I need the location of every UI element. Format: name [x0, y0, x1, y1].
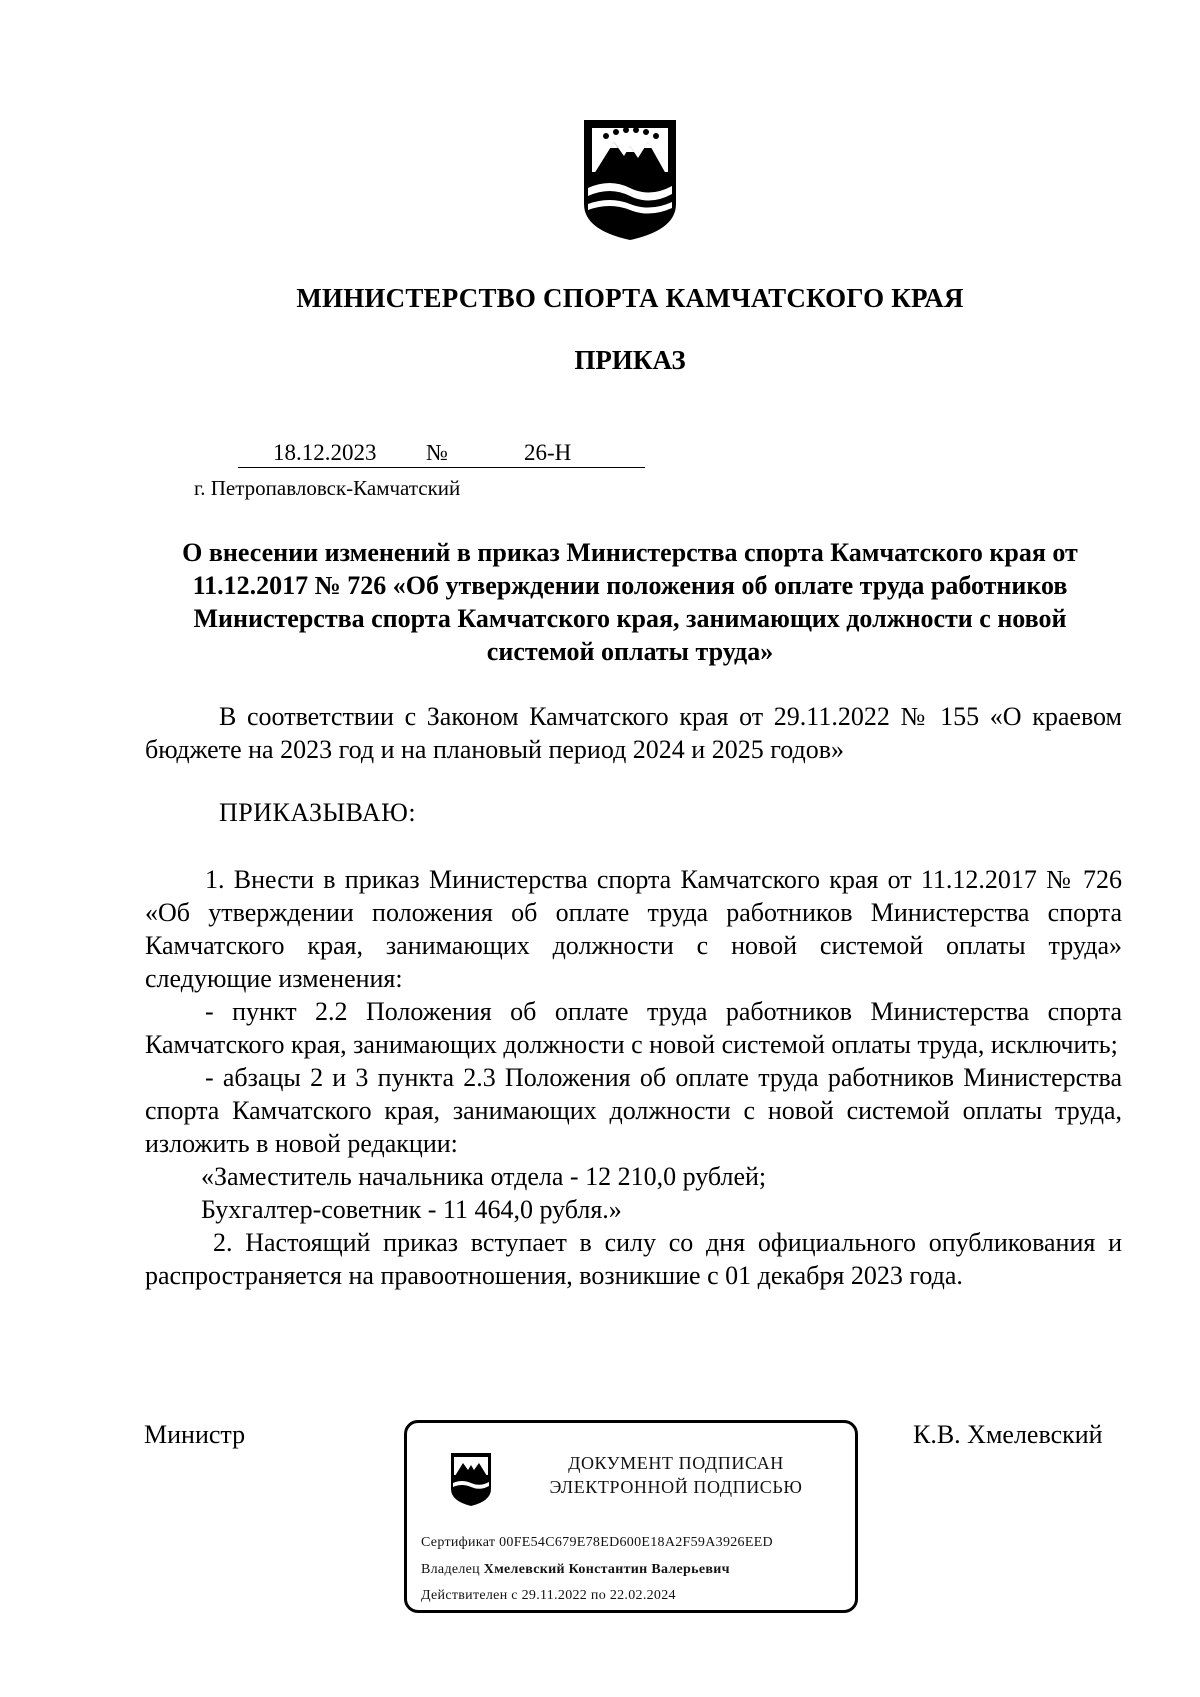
- quote-line-2: Бухгалтер-советник - 11 464,0 рубля.»: [201, 1195, 622, 1224]
- stamp-coat-of-arms-icon: [445, 1451, 497, 1507]
- stamp-owner-value: Хмелевский Константин Валерьевич: [483, 1562, 730, 1577]
- order-title: О внесении изменений в приказ Министерства спорта Камчатского края от 11.12.2017 № 726 «Об утверждении положения об оплате труда работников Министерства спорта Камчатского края, занимающих должности с новой системой оплаты труда»: [182, 538, 1078, 666]
- stamp-heading-2: ЭЛЕКТРОННОЙ ПОДПИСЬЮ: [549, 1477, 803, 1497]
- signatory-name: К.В. Хмелевский: [913, 1420, 1103, 1449]
- electronic-signature-stamp: [404, 1420, 858, 1613]
- number-sign: №: [426, 440, 448, 465]
- coat-of-arms-icon: [570, 112, 690, 242]
- order-number: 26-Н: [524, 440, 572, 465]
- order-word: ПРИКАЗЫВАЮ:: [219, 798, 417, 827]
- place-of-issue: г. Петропавловск-Камчатский: [194, 476, 461, 500]
- quote-line-1: «Заместитель начальника отдела - 12 210,0 рублей;: [201, 1162, 767, 1191]
- preamble: В соответствии с Законом Камчатского края от 29.11.2022 № 155 «О краевом бюджете на 2023 год и на плановый период 2024 и 2025 годов»: [145, 702, 1122, 764]
- item-1: 1. Внести в приказ Министерства спорта Камчатского края от 11.12.2017 № 726 «Об утверждении положения об оплате труда работников Министерства спорта Камчатского края, занимающих должности с новой системой оплаты труда» следующие изменения:: [145, 865, 1122, 993]
- stamp-owner: [421, 1562, 730, 1578]
- document-type: ПРИКАЗ: [574, 345, 686, 375]
- stamp-heading-1: ДОКУМЕНТ ПОДПИСАН: [568, 1453, 784, 1473]
- stamp-certificate-value: 00FE54C679E78ED600E18A2F59A3926EED: [499, 1535, 773, 1550]
- stamp-valid-to: 22.02.2024: [609, 1588, 676, 1603]
- dash-item-2: - абзацы 2 и 3 пункта 2.3 Положения об оплате труда работников Министерства спорта Камчатского края, занимающих должности с новой системой оплаты труда, изложить в новой редакции:: [145, 1063, 1122, 1158]
- stamp-valid-from: 29.11.2022: [521, 1588, 588, 1603]
- dash-item-1: - пункт 2.2 Положения об оплате труда работников Министерства спорта Камчатского края, занимающих должности с новой системой оплаты труда, исключить;: [145, 997, 1122, 1059]
- order-body: [145, 863, 1122, 1292]
- order-date: 18.12.2023: [273, 440, 377, 465]
- stamp-owner-label: Владелец: [421, 1562, 480, 1577]
- item-2: 2. Настоящий приказ вступает в силу со дня официального опубликования и распространяется на правоотношения, возникшие с 01 декабря 2023 года.: [145, 1228, 1122, 1290]
- registration-underline: [238, 467, 645, 468]
- stamp-certificate-label: Сертификат: [421, 1535, 496, 1550]
- stamp-valid-to-label: по: [590, 1588, 607, 1603]
- stamp-valid-label: Действителен с: [421, 1588, 518, 1603]
- stamp-validity: [421, 1588, 676, 1604]
- ministry-name: МИНИСТЕРСТВО СПОРТА КАМЧАТСКОГО КРАЯ: [296, 283, 964, 313]
- stamp-certificate: [421, 1535, 773, 1551]
- signatory-position: Министр: [144, 1420, 246, 1449]
